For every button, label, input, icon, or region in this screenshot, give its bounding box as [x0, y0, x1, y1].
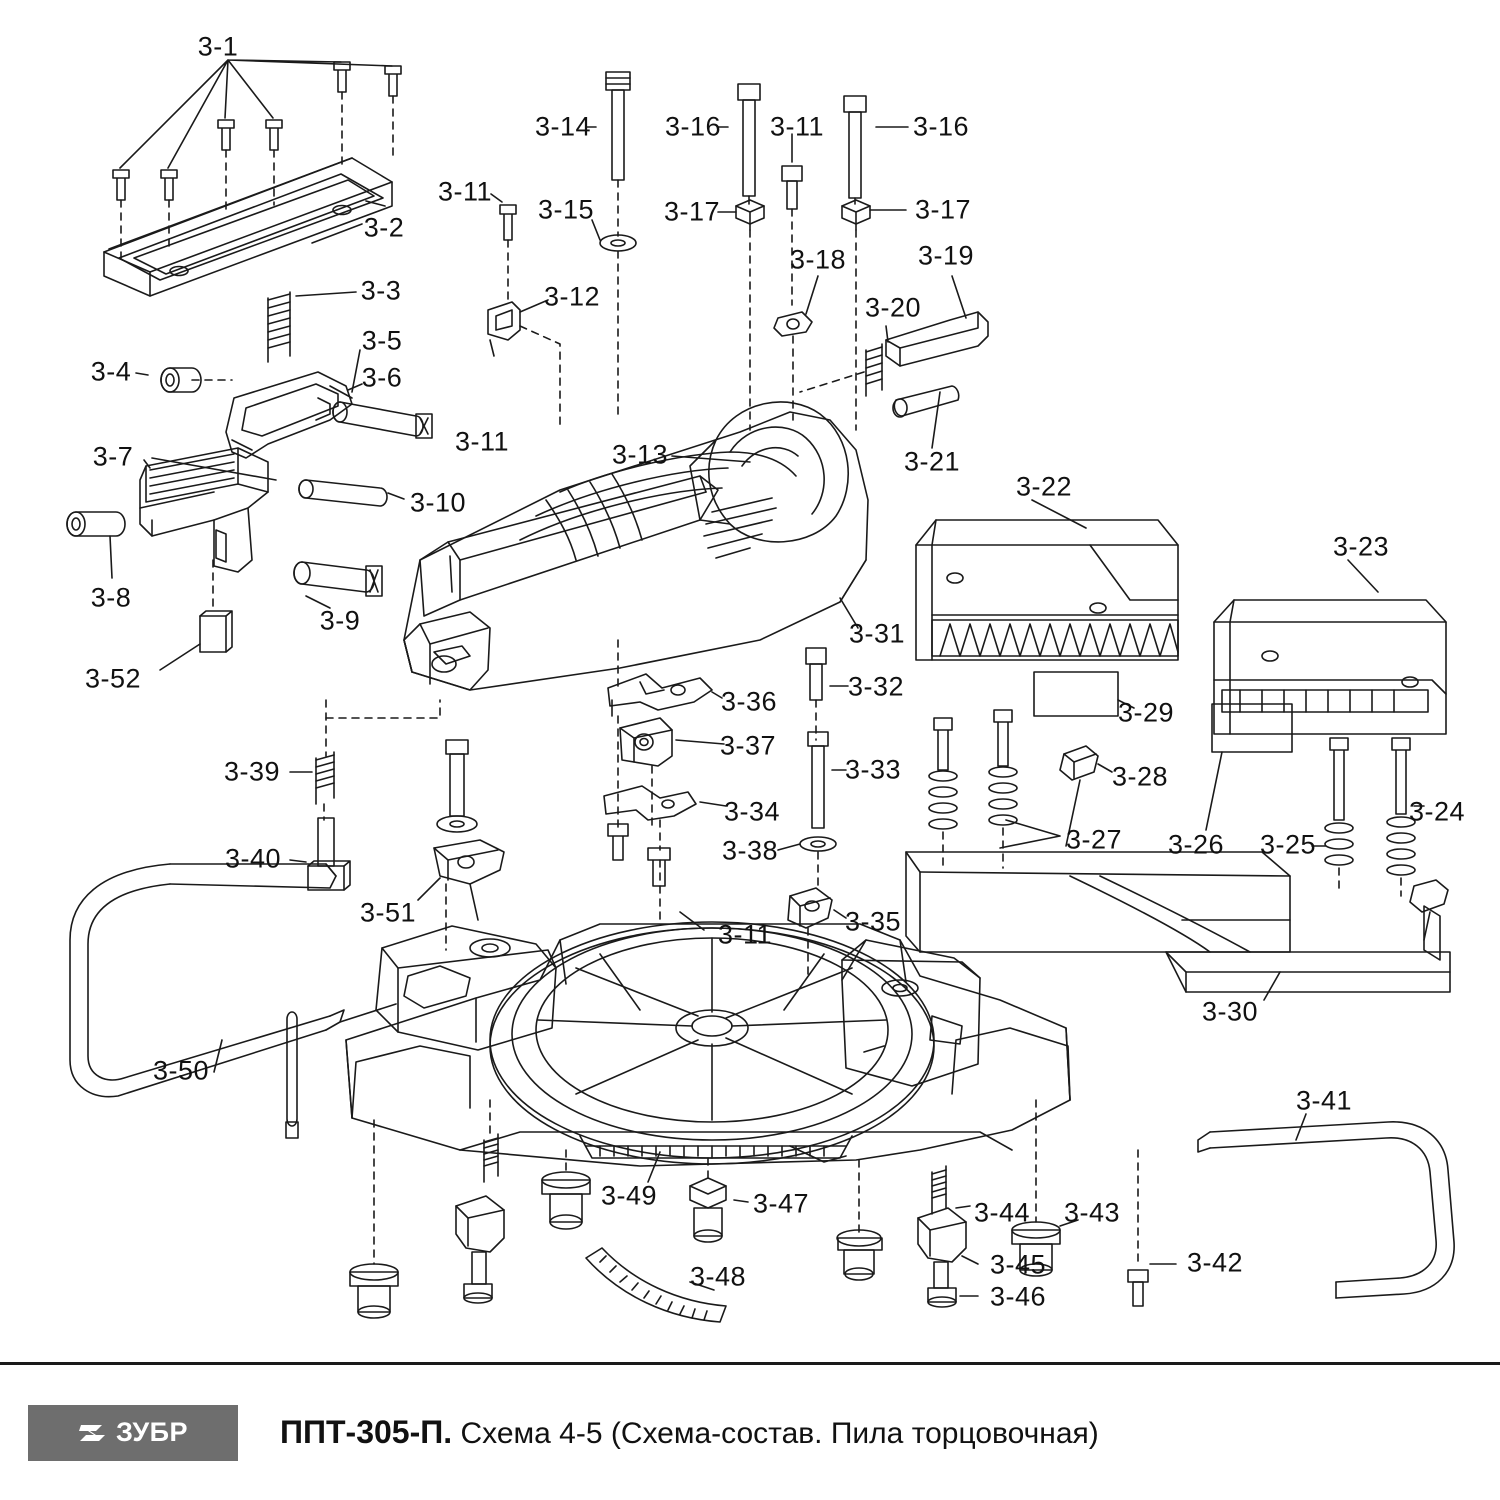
callout-label: 3-33 [844, 754, 902, 785]
callout-label: 3-39 [223, 756, 281, 787]
callout-label: 3-28 [1111, 761, 1169, 792]
callout-label: 3-43 [1063, 1197, 1121, 1228]
callout-label: 3-46 [989, 1281, 1047, 1312]
sheet-caption [280, 1414, 1099, 1451]
callout-label: 3-3 [360, 275, 402, 306]
footer [0, 1365, 1500, 1500]
callout-label: 3-1 [197, 31, 239, 62]
callout-label: 3-17 [663, 196, 721, 227]
callout-label: 3-27 [1065, 824, 1123, 855]
callout-label: 3-11 [769, 111, 825, 142]
callout-label: 3-41 [1295, 1085, 1353, 1116]
callout-label: 3-29 [1117, 697, 1175, 728]
callout-label: 3-30 [1201, 996, 1259, 1027]
callout-label: 3-20 [864, 292, 922, 323]
callout-label: 3-36 [720, 686, 778, 717]
callout-label: 3-6 [361, 362, 403, 393]
brand-name: ЗУБР [115, 1417, 189, 1447]
callout-label: 3-42 [1186, 1247, 1244, 1278]
callout-label: 3-5 [361, 325, 403, 356]
callout-label: 3-24 [1408, 796, 1466, 827]
callout-label: 3-11 [454, 426, 510, 457]
callout-label: 3-49 [600, 1180, 658, 1211]
callout-label: 3-34 [723, 796, 781, 827]
callout-label: 3-11 [717, 919, 773, 950]
callout-label: 3-40 [224, 843, 282, 874]
callout-label: 3-45 [989, 1249, 1047, 1280]
callout-label: 3-25 [1259, 829, 1317, 860]
callout-label: 3-22 [1015, 471, 1073, 502]
callout-label: 3-47 [752, 1188, 810, 1219]
zubr-arrow-icon [78, 1418, 108, 1448]
sheet-description: Схема 4-5 (Схема-состав. Пила торцовочная) [460, 1417, 1099, 1450]
callout-label: 3-32 [847, 671, 905, 702]
callout-label: 3-4 [90, 356, 132, 387]
callout-label: 3-52 [84, 663, 142, 694]
callout-label: 3-16 [912, 111, 970, 142]
callout-label: 3-13 [611, 439, 669, 470]
callout-label: 3-10 [409, 487, 467, 518]
callout-label: 3-19 [917, 240, 975, 271]
callout-label: 3-48 [689, 1261, 747, 1292]
callout-label: 3-37 [719, 730, 777, 761]
callout-label: 3-12 [543, 281, 601, 312]
callout-label: 3-14 [534, 111, 592, 142]
callout-label: 3-31 [848, 618, 906, 649]
callout-label: 3-16 [664, 111, 722, 142]
callout-label: 3-17 [914, 194, 972, 225]
callout-label: 3-51 [359, 897, 417, 928]
callout-label: 3-23 [1332, 531, 1390, 562]
callout-label: 3-8 [90, 582, 132, 613]
callout-label: 3-9 [319, 605, 361, 636]
callout-label: 3-38 [721, 835, 779, 866]
callout-label: 3-35 [844, 906, 902, 937]
model-number: ППТ-305-П. [280, 1414, 453, 1450]
callout-label: 3-15 [537, 194, 595, 225]
callout-label: 3-11 [437, 176, 493, 207]
callout-label: 3-18 [789, 244, 847, 275]
callout-label: 3-26 [1167, 829, 1225, 860]
callout-label: 3-50 [152, 1055, 210, 1086]
brand-logo [28, 1405, 238, 1461]
callout-label: 3-21 [903, 446, 961, 477]
callout-label: 3-44 [973, 1197, 1031, 1228]
callout-label: 3-2 [363, 212, 405, 243]
callout-label: 3-7 [92, 441, 134, 472]
